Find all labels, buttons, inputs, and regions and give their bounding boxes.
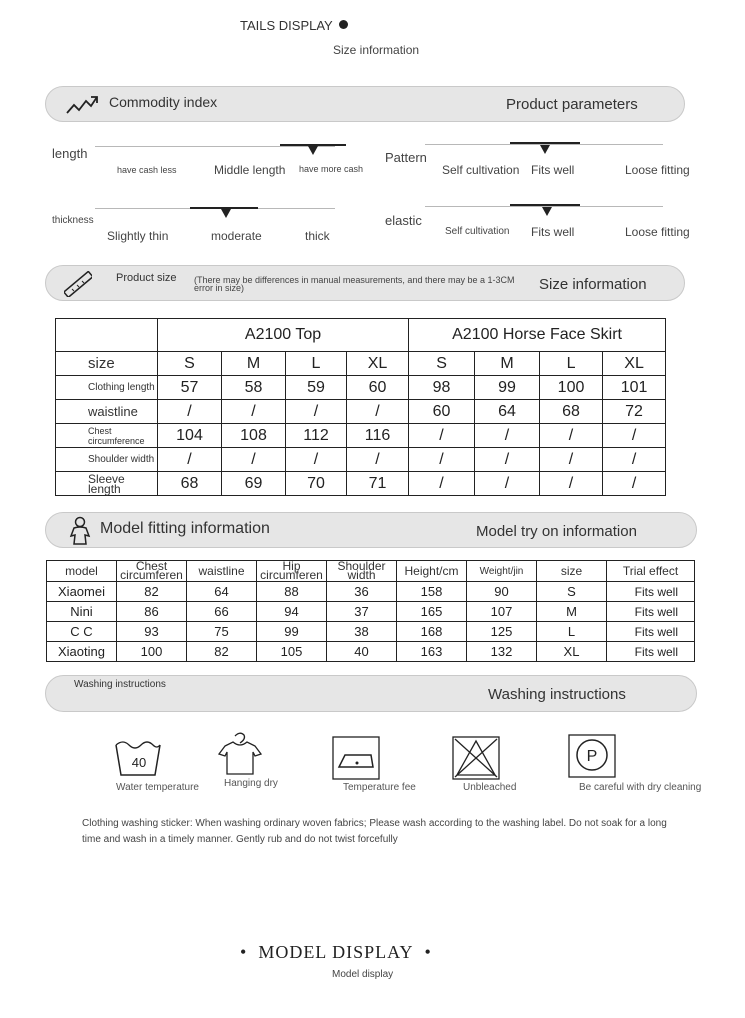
commodity-index-label: Commodity index: [109, 94, 218, 110]
table-cell: 100: [117, 642, 187, 662]
group-top-header: A2100 Top: [158, 319, 409, 352]
table-cell: 99: [475, 376, 540, 400]
table-cell: S: [158, 352, 222, 376]
length-option-3: have more cash: [299, 164, 364, 174]
table-cell: /: [475, 472, 540, 496]
table-cell: 37: [327, 602, 397, 622]
model-display-subtitle: Model display: [332, 969, 394, 980]
table-cell: Fits well: [607, 602, 695, 622]
table-cell: L: [537, 622, 607, 642]
table-cell: 90: [467, 582, 537, 602]
tails-display-title: TAILS DISPLAY: [240, 18, 348, 33]
model-fitting-label: Model fitting information: [100, 520, 270, 537]
model-display-title: • MODEL DISPLAY •: [240, 942, 432, 962]
table-cell: 38: [327, 622, 397, 642]
table-cell: 58: [222, 376, 286, 400]
table-cell: 64: [187, 582, 257, 602]
elastic-scale-marker: [510, 204, 580, 206]
table-cell: 105: [257, 642, 327, 662]
table-cell: 107: [467, 602, 537, 622]
size-table-row: [56, 376, 666, 400]
table-cell: 82: [187, 642, 257, 662]
column-header: size: [537, 561, 607, 582]
wash-label-hanging-dry: Hanging dry: [224, 778, 278, 789]
table-cell: /: [540, 424, 603, 448]
wash-temperature-value: 40: [131, 755, 147, 770]
hanging-dry-icon: [215, 730, 265, 776]
wash-label-unbleached: Unbleached: [463, 782, 517, 793]
table-cell: 75: [187, 622, 257, 642]
table-cell: /: [603, 472, 666, 496]
elastic-label: elastic: [385, 213, 422, 228]
table-cell: /: [540, 472, 603, 496]
table-cell: L: [540, 352, 603, 376]
table-cell: 98: [409, 376, 475, 400]
wash-label-dry-cleaning: Be careful with dry cleaning: [579, 782, 702, 793]
table-cell: /: [158, 448, 222, 472]
table-cell: 36: [327, 582, 397, 602]
table-cell: 69: [222, 472, 286, 496]
model-table-row: [47, 642, 695, 662]
table-cell: /: [540, 448, 603, 472]
column-header: Height/cm: [397, 561, 467, 582]
table-cell: /: [347, 448, 409, 472]
size-table-row: [56, 472, 666, 496]
table-cell: Xiaomei: [47, 582, 117, 602]
table-cell: 93: [117, 622, 187, 642]
table-cell: 60: [409, 400, 475, 424]
table-cell: /: [409, 448, 475, 472]
table-cell: Fits well: [607, 642, 695, 662]
trend-chart-icon: [66, 95, 98, 115]
pattern-option-1: Self cultivation: [442, 163, 520, 177]
table-cell: /: [475, 448, 540, 472]
elastic-selected-indicator-icon: [542, 207, 552, 216]
washing-banner: [45, 675, 697, 712]
wash-label-water-temperature: Water temperature: [116, 782, 199, 793]
bullet-dot-icon: [339, 20, 348, 29]
table-cell: 71: [347, 472, 409, 496]
group-skirt-header: A2100 Horse Face Skirt: [409, 319, 666, 352]
model-table-row: [47, 622, 695, 642]
pattern-selected-indicator-icon: [540, 145, 550, 154]
washing-instructions-right-label: Washing instructions: [488, 686, 626, 703]
table-cell: XL: [603, 352, 666, 376]
table-cell: /: [222, 400, 286, 424]
wash-40-icon: [113, 733, 163, 779]
column-header: model: [47, 561, 117, 582]
table-cell: 101: [603, 376, 666, 400]
table-cell: XL: [347, 352, 409, 376]
table-cell: 116: [347, 424, 409, 448]
dry-clean-icon: [567, 733, 617, 779]
row-label-clothing-length: Clothing length: [56, 376, 158, 400]
thickness-option-3: thick: [305, 229, 330, 243]
table-cell: 64: [475, 400, 540, 424]
table-cell: XL: [537, 642, 607, 662]
table-cell: /: [475, 424, 540, 448]
table-cell: 163: [397, 642, 467, 662]
size-information-label: Size information: [539, 276, 647, 293]
table-cell: C C: [47, 622, 117, 642]
table-cell: M: [537, 602, 607, 622]
table-cell: S: [409, 352, 475, 376]
table-cell: /: [603, 424, 666, 448]
size-table-row: [56, 352, 666, 376]
product-parameters-label: Product parameters: [506, 96, 638, 113]
row-label-size: size: [56, 352, 158, 376]
table-cell: 108: [222, 424, 286, 448]
model-table-header-row: [47, 561, 695, 582]
row-label-shoulder-width: Shoulder width: [56, 448, 158, 472]
table-cell: 168: [397, 622, 467, 642]
table-cell: 60: [347, 376, 409, 400]
size-table-row: [56, 424, 666, 448]
table-cell: 66: [187, 602, 257, 622]
table-cell: /: [158, 400, 222, 424]
pattern-option-2: Fits well: [531, 163, 575, 177]
washing-instructions-label: Washing instructions: [74, 679, 166, 690]
table-cell: Fits well: [607, 622, 695, 642]
wash-label-temperature-fee: Temperature fee: [343, 782, 416, 793]
elastic-option-3: Loose fitting: [625, 225, 690, 239]
table-cell: /: [347, 400, 409, 424]
row-label-chest-circumference: Chest circumference: [56, 424, 158, 448]
table-cell: 59: [286, 376, 347, 400]
column-header: Trial effect: [607, 561, 695, 582]
thickness-selected-indicator-icon: [221, 209, 231, 218]
table-cell: /: [409, 424, 475, 448]
model-table-row: [47, 582, 695, 602]
size-table-corner: [56, 319, 158, 352]
table-cell: /: [409, 472, 475, 496]
size-table: [55, 318, 666, 496]
table-cell: 72: [603, 400, 666, 424]
elastic-option-2: Fits well: [531, 225, 575, 239]
product-size-label: Product size: [116, 272, 177, 284]
size-table-row: [56, 400, 666, 424]
table-cell: 132: [467, 642, 537, 662]
pattern-scale-marker: [510, 142, 580, 144]
column-header: Weight/jin: [467, 561, 537, 582]
table-cell: /: [286, 400, 347, 424]
model-try-on-label: Model try on information: [476, 523, 637, 540]
table-cell: 40: [327, 642, 397, 662]
commodity-index-banner: [45, 86, 685, 122]
table-cell: Nini: [47, 602, 117, 622]
length-selected-indicator-icon: [308, 146, 318, 155]
no-bleach-icon: [451, 735, 501, 781]
column-header: Chest circumferen: [117, 561, 187, 582]
size-table-group-row: [56, 319, 666, 352]
row-label-waistline: waistline: [56, 400, 158, 424]
model-table: [46, 560, 695, 662]
table-cell: /: [603, 448, 666, 472]
table-cell: 158: [397, 582, 467, 602]
product-size-note: (There may be differences in manual measurements, and there may be a 1-3CM error in size): [194, 275, 515, 293]
table-cell: M: [222, 352, 286, 376]
length-option-2: Middle length: [214, 163, 286, 177]
table-cell: 125: [467, 622, 537, 642]
column-header: waistline: [187, 561, 257, 582]
ruler-icon: [64, 271, 92, 297]
pattern-label: Pattern: [385, 150, 427, 165]
size-table-row: [56, 448, 666, 472]
column-header: Hip circumferen: [257, 561, 327, 582]
table-cell: Xiaoting: [47, 642, 117, 662]
thickness-option-1: Slightly thin: [107, 229, 169, 243]
model-fitting-banner: [45, 512, 697, 548]
table-cell: 112: [286, 424, 347, 448]
table-cell: 165: [397, 602, 467, 622]
table-cell: /: [222, 448, 286, 472]
table-cell: 104: [158, 424, 222, 448]
washing-note: Clothing washing sticker: When washing ordinary woven fabrics; Please wash according to the washing label. Do not soak for a long time and wash in a timely manner. Gently rub and do not twist forcefully: [82, 818, 667, 845]
table-cell: 68: [540, 400, 603, 424]
table-cell: L: [286, 352, 347, 376]
table-cell: 99: [257, 622, 327, 642]
svg-text:P: P: [586, 748, 598, 765]
table-cell: 94: [257, 602, 327, 622]
table-cell: 68: [158, 472, 222, 496]
iron-icon: [331, 735, 381, 781]
thickness-option-2: moderate: [211, 229, 262, 243]
table-cell: M: [475, 352, 540, 376]
model-table-row: [47, 602, 695, 622]
table-cell: 88: [257, 582, 327, 602]
table-cell: 100: [540, 376, 603, 400]
length-scale-line: [95, 146, 335, 147]
table-cell: Fits well: [607, 582, 695, 602]
thickness-label: thickness: [52, 215, 94, 226]
model-figure-icon: [68, 516, 92, 546]
length-option-1: have cash less: [117, 165, 177, 175]
product-size-banner: [45, 265, 685, 301]
table-cell: 82: [117, 582, 187, 602]
row-label-sleeve-length: Sleeve length: [56, 472, 158, 496]
column-header: Shoulder width: [327, 561, 397, 582]
table-cell: S: [537, 582, 607, 602]
table-cell: 57: [158, 376, 222, 400]
length-label: length: [52, 146, 88, 161]
size-information-subtitle: Size information: [333, 43, 420, 57]
pattern-option-3: Loose fitting: [625, 163, 690, 177]
table-cell: /: [286, 448, 347, 472]
table-cell: 70: [286, 472, 347, 496]
elastic-option-1: Self cultivation: [445, 226, 510, 237]
table-cell: 86: [117, 602, 187, 622]
